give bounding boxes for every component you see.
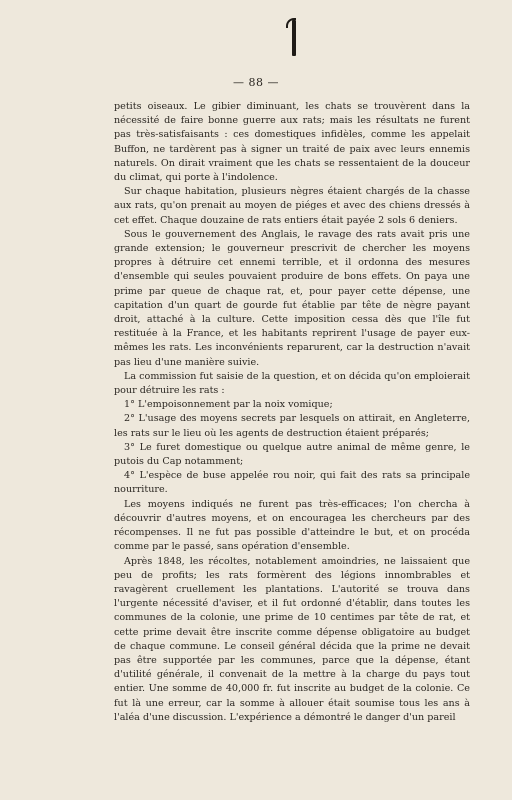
paragraph-1: petits oiseaux. Le gibier diminuant, les chats se trouvèrent dans la nécessité de faire bonne guerre aux rats; mais les résultats ne furent pas très-satisfaisants : ces domestiques infidèles, comme les appelait Buffon, ne tardèrent pas à signer un traité de paix avec leurs ennemis naturels. On dirait vraiment que les chats se ressentaient de la douceur du climat, qui porte à l'indolence. [114, 101, 470, 184]
page-tab-mark [292, 20, 296, 56]
paragraph-3: Sous le gouvernement des Anglais, le ravage des rats avait pris une grande extension; le gouverneur prescrivit de chercher les moyens propres à détruire cet ennemi terrible, et il ordonna des mesures d'ensemble qui seules pouvaient produire de bons effets. On paya une prime par queue de chaque rat, et, pour payer cette dépense, une capitation d'un quart de gourde fut établie par tête de nègre payant droit, attaché à la culture. Cette imposition cessa dès que l'île fut restituée à la France, et les habitants reprirent l'usage de payer eux-mêmes les rats. Les inconvénients reparurent, car la destruction n'avait pas lieu d'une manière suivie. [114, 228, 470, 368]
page-number: — 88 — [233, 76, 279, 89]
paragraph-6: Après 1848, les récoltes, notablement amoindries, ne laissaient que peu de profits; les rats formèrent des légions innombrables et ravagèrent cruellement les plantations. L'autorité se trouva dans l'urgente nécessité d'aviser, et il fut ordonné d'établir, dans toutes les communes de la colonie, une prime de 10 centimes par tête de rat, et cette prime devait être inscrite comme dépense obligatoire au budget de chaque commune. Le conseil général décida que la prime ne devait pas être supportée par les communes, parce que la dépense, étant d'utilité générale, il convenait de la mettre à la charge du pays tout entier. Une somme de 40,000 fr. fut inscrite au budget de la colonie. Ce fut là une erreur, car la somme à allouer était soumise tous les ans à l'aléa d'une discussion. L'expérience a démontré le danger d'un pareil [114, 555, 470, 723]
list-item-2: 2° L'usage des moyens secrets par lesquels on attirait, en Angleterre, les rats sur le lieu où les agents de destruction étaient préparés; [114, 413, 470, 439]
paragraph-5: Les moyens indiqués ne furent pas très-efficaces; l'on chercha à découvrir d'autres moyens, et on encouragea les chercheurs par des récompenses. Il ne fut pas possible d'atteindre le but, et on procéda comme par le passé, sans opération d'ensemble. [114, 498, 470, 553]
list-item-3: 3° Le furet domestique ou quelque autre animal de même genre, le putois du Cap notamment; [114, 441, 470, 468]
paragraph-2: Sur chaque habitation, plusieurs nègres étaient chargés de la chasse aux rats, qu'on prenait au moyen de piéges et avec des chiens dressés à cet effet. Chaque douzaine de rats entiers était payée 2 sols 6 deniers. [114, 186, 470, 226]
paragraph-4: La commission fut saisie de la question, et on décida qu'on emploierait pour détruire les rats : [114, 370, 470, 397]
list-item-4: 4° L'espèce de buse appelée rou noir, qui fait des rats sa principale nourriture. [114, 470, 470, 496]
list-item-1: 1° L'empoisonnement par la noix vomique; [124, 399, 333, 411]
body-text [114, 100, 470, 725]
